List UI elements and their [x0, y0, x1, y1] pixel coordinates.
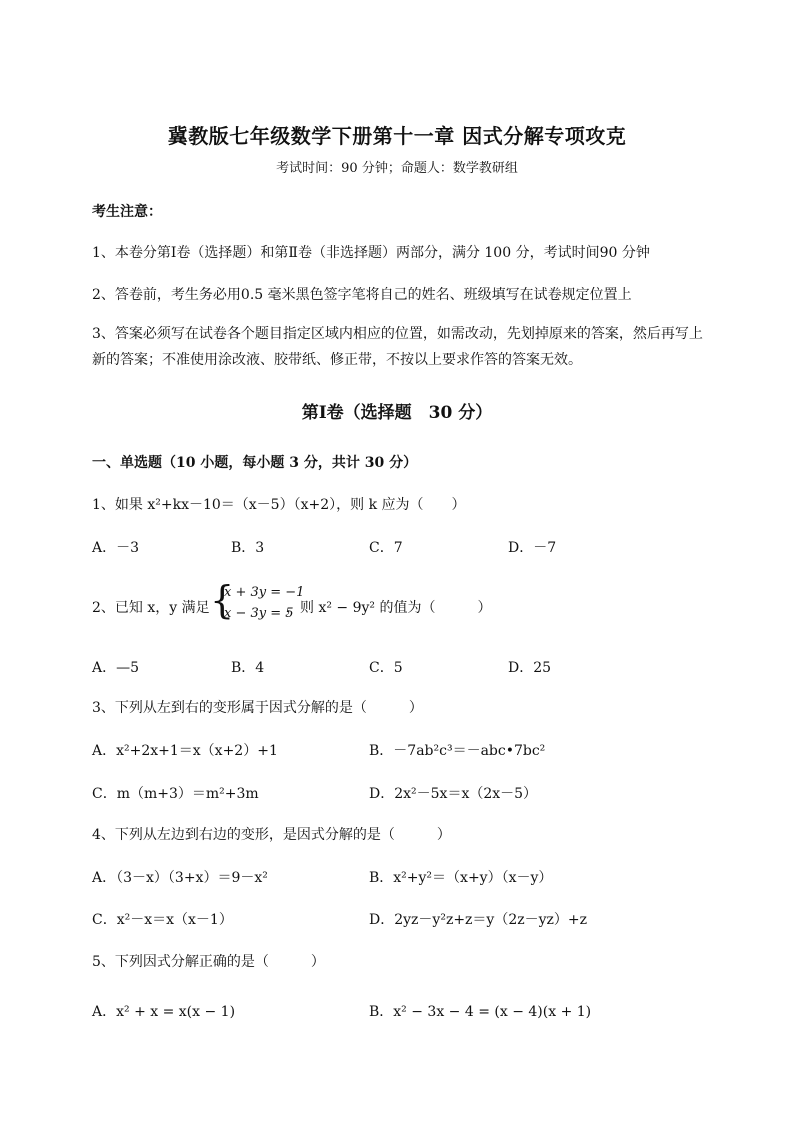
question-1-stem: 1、如果 x²+kx－10＝（x－5）（x+2），则 k 应为（ ） — [92, 497, 466, 513]
section-title: 第Ⅰ卷（选择题 30 分） — [301, 403, 493, 423]
question-4-option-a[interactable]: A．（3－x）（3+x）＝9－x² — [92, 870, 268, 886]
question-5-option-a[interactable]: A．x² + x = x(x − 1) — [92, 1004, 236, 1020]
question-4-stem: 4、下列从左边到右边的变形，是因式分解的是（ ） — [92, 827, 451, 843]
question-4-option-c[interactable]: C．x²－x＝x（x－1） — [92, 912, 233, 928]
question-4-option-b[interactable]: B．x²+y²＝（x+y）（x－y） — [369, 870, 553, 886]
notice-item-1: 1、本卷分第Ⅰ卷（选择题）和第Ⅱ卷（非选择题）两部分，满分 100 分，考试时间90 分钟 — [92, 245, 650, 261]
question-2-option-a[interactable]: A．—5 — [92, 660, 140, 676]
question-5-option-b[interactable]: B．x² − 3x − 4 = (x − 4)(x + 1) — [369, 1004, 592, 1020]
question-1-option-b[interactable]: B．3 — [231, 540, 265, 556]
notice-item-3: 3、答案必须写在试卷各个题目指定区域内相应的位置，如需改动，先划掉原来的答案，然后再写上新的答案；不准使用涂改液、胶带纸、修正带，不按以上要求作答的答案无效。 — [92, 326, 703, 368]
question-4-option-d[interactable]: D．2yz－y²z+z＝y（2z－yz）+z — [369, 912, 588, 928]
part-heading: 一、单选题（10 小题，每小题 3 分，共计 30 分） — [92, 455, 418, 471]
page-title: 冀教版七年级数学下册第十一章 因式分解专项攻克 — [167, 124, 627, 148]
question-3-option-c[interactable]: C．m（m+3）＝m²+3m — [92, 786, 259, 802]
equation-2: x − 3y = 5 — [224, 606, 294, 621]
question-5-stem: 5、下列因式分解正确的是（ ） — [92, 954, 325, 970]
question-2-option-b[interactable]: B．4 — [231, 660, 265, 676]
equation-1: x + 3y = −1 — [224, 585, 305, 600]
question-3-option-d[interactable]: D．2x²－5x＝x（2x－5） — [369, 786, 538, 802]
notice-item-2: 2、答卷前，考生务必用0.5 毫米黑色签字笔将自己的姓名、班级填写在试卷规定位置上 — [92, 287, 632, 303]
question-2-stem-suffix: ，则 x² − 9y² 的值为（ ） — [286, 600, 492, 616]
question-1-option-d[interactable]: D．－7 — [508, 540, 557, 556]
notice-heading: 考生注意： — [92, 204, 162, 220]
question-1-option-c[interactable]: C．7 — [369, 540, 403, 556]
question-1-option-a[interactable]: A．－3 — [92, 540, 140, 556]
question-3-option-b[interactable]: B．－7ab²c³＝－abc•7bc² — [369, 743, 546, 759]
question-2-option-c[interactable]: C．5 — [369, 660, 403, 676]
question-2-option-d[interactable]: D．25 — [508, 660, 552, 676]
question-3-stem: 3、下列从左到右的变形属于因式分解的是（ ） — [92, 700, 423, 716]
question-2-stem-prefix: 2、已知 x，y 满足 — [92, 600, 210, 616]
question-3-option-a[interactable]: A．x²+2x+1＝x（x+2）+1 — [92, 743, 278, 759]
brace-symbol: { — [210, 578, 235, 622]
exam-info: 考试时间：90 分钟；命题人：数学教研组 — [276, 161, 518, 176]
